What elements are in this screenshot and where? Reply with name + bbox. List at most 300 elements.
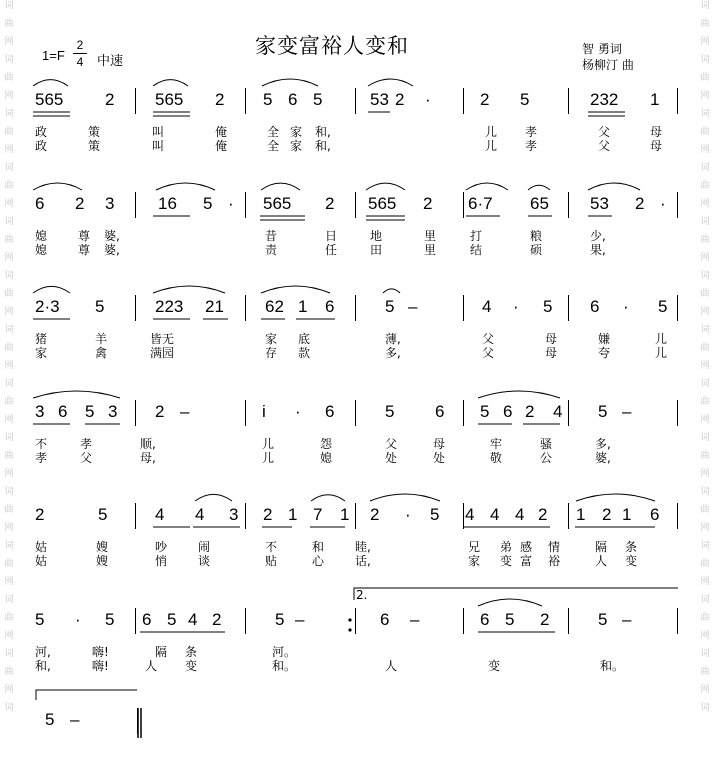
watermark-char: 词 [700, 703, 710, 713]
lyric-verse-1: 尊 [78, 229, 91, 243]
composer-credit: 杨柳汀 曲 [582, 58, 634, 72]
lyric-verse-2: 和。 [600, 659, 625, 673]
lyric-verse-2: 儿 [485, 139, 498, 153]
lyric-verse-1: 父 [598, 125, 611, 139]
lyric-verse-1: 不 [35, 437, 48, 451]
watermark-char: 网 [4, 631, 14, 641]
lyric-verse-1: 顺, [140, 437, 156, 451]
slur [478, 391, 560, 398]
note: 1 [288, 505, 298, 524]
note: 6 [35, 194, 45, 213]
note: 5 [505, 610, 515, 629]
lyric-verse-1: 少, [590, 229, 606, 243]
note: – [410, 610, 420, 629]
lyric-verse-1: 兄 [468, 540, 481, 554]
watermark-char: 曲 [700, 451, 710, 461]
lyric-verse-1: 儿 [262, 437, 275, 451]
lyric-verse-1: 策 [88, 125, 101, 139]
slur [528, 185, 550, 190]
lyric-verse-1: 父 [482, 332, 495, 346]
bar-line [245, 192, 246, 218]
lyric-verse-2: 嫂 [96, 554, 109, 568]
lyric-verse-2: 硕 [530, 243, 543, 257]
note: i [262, 402, 266, 421]
note: 5 [95, 297, 105, 316]
slur [195, 494, 232, 501]
lyric-verse-2: 人 [385, 659, 398, 673]
note: · [75, 610, 81, 629]
note: · [623, 297, 629, 316]
bar-line [135, 503, 136, 529]
lyric-verse-2: 处 [385, 451, 398, 465]
lyric-verse-1: 俺 [215, 125, 228, 139]
lyric-verse-1: 嗨! [92, 645, 109, 659]
watermark-char: 网 [4, 145, 14, 155]
note: 5 [313, 90, 323, 109]
note: 5 [263, 90, 273, 109]
note: 6 [480, 610, 490, 629]
lyric-verse-2: 禽 [95, 346, 108, 360]
watermark-char: 词 [4, 271, 14, 281]
watermark-char: 网 [700, 523, 710, 533]
lyric-verse-2: 嗨! [92, 659, 109, 673]
note: 5 [45, 710, 55, 729]
note: 5 [85, 402, 95, 421]
lyric-verse-2: 婆, [104, 243, 120, 257]
lyric-verse-1: 薄, [385, 332, 401, 346]
lyric-verse-2: 处 [433, 451, 446, 465]
lyric-verse-2: 变 [488, 659, 501, 673]
lyric-verse-2: 夸 [598, 346, 611, 360]
lyric-verse-2: 母 [545, 346, 558, 360]
watermark-char: 网 [700, 469, 710, 479]
lyric-verse-2: 富 [520, 554, 533, 568]
bar-line [677, 192, 678, 218]
note: 5 [658, 297, 668, 316]
lyric-verse-1: 和, [315, 125, 331, 139]
note: 565 [368, 194, 397, 213]
watermark-char: 网 [4, 253, 14, 263]
watermark-char: 词 [700, 1, 710, 11]
note: 2 [325, 194, 335, 213]
slur [311, 495, 345, 501]
note: 2 [525, 402, 535, 421]
note: 4 [515, 505, 525, 524]
bar-line [463, 295, 464, 321]
lyric-verse-2: 心 [312, 554, 325, 568]
slur [368, 79, 413, 86]
note: 4 [155, 505, 165, 524]
lyric-verse-1: 感 [520, 540, 533, 554]
lyric-verse-2: 贴 [265, 554, 278, 568]
watermark-char: 词 [4, 163, 14, 173]
note: 2 [540, 610, 550, 629]
lyric-verse-2: 婆, [595, 451, 611, 465]
note: – [70, 710, 80, 729]
time-numerator: 2 [76, 38, 84, 52]
lyric-verse-2: 谈 [198, 554, 211, 568]
lyric-verse-2: 敬 [490, 451, 503, 465]
note: 2 [635, 194, 645, 213]
lyric-verse-2: 儿 [262, 451, 275, 465]
lyric-verse-1: 底 [298, 332, 311, 346]
watermark-char: 词 [4, 433, 14, 443]
watermark-char: 曲 [700, 397, 710, 407]
lyric-verse-2: 全 [267, 139, 280, 153]
bar-line [355, 88, 356, 114]
watermark-char: 网 [4, 361, 14, 371]
watermark-char: 词 [700, 433, 710, 443]
note: 2 [155, 402, 165, 421]
bar-line [677, 503, 678, 529]
lyric-verse-1: 全 [267, 125, 280, 139]
bar-line [137, 708, 138, 734]
lyric-verse-1: 多, [595, 437, 611, 451]
bar-line [463, 608, 464, 634]
note: 5 [430, 505, 440, 524]
lyric-verse-1: 叫 [152, 125, 165, 139]
note: · [660, 194, 666, 213]
bar-line [677, 608, 678, 634]
watermark-char: 网 [700, 145, 710, 155]
watermark-char: 曲 [700, 19, 710, 29]
lyric-verse-1: 猪 [35, 332, 48, 346]
slur [466, 183, 508, 190]
note: 565 [35, 90, 64, 109]
bar-line [245, 608, 246, 634]
lyric-verse-1: 皆无 [150, 332, 175, 346]
note: 6 [288, 90, 298, 109]
watermark-char: 曲 [4, 397, 14, 407]
lyric-verse-2: 家 [290, 139, 303, 153]
bar-line [677, 88, 678, 114]
watermark-char: 曲 [700, 73, 710, 83]
note: 5 [35, 610, 45, 629]
bar-line [245, 503, 246, 529]
lyric-verse-1: 媳 [35, 229, 48, 243]
watermark-char: 网 [4, 307, 14, 317]
watermark-char: 词 [4, 379, 14, 389]
bar-line [245, 88, 246, 114]
lyric-verse-1: 孝 [525, 125, 538, 139]
lyric-verse-1: 不 [265, 540, 278, 554]
watermark-char: 网 [700, 415, 710, 425]
note: 5 [203, 194, 213, 213]
bar-line [463, 192, 464, 218]
lyric-verse-1: 儿 [655, 332, 668, 346]
slur [366, 183, 405, 190]
lyric-verse-1: 条 [625, 540, 638, 554]
note: · [425, 90, 431, 109]
lyric-verse-2: 孝 [35, 451, 48, 465]
watermark-char: 词 [700, 649, 710, 659]
watermark-char: 词 [4, 217, 14, 227]
note: 2 [263, 505, 273, 524]
lyric-verse-1: 嫂 [96, 540, 109, 554]
note: 2 [538, 505, 548, 524]
note: – [408, 297, 418, 316]
note: · [405, 505, 411, 524]
watermark-char: 网 [700, 253, 710, 263]
lyric-verse-2: 和, [315, 139, 331, 153]
note: 5 [105, 610, 115, 629]
volta-bracket [354, 588, 678, 600]
bar-line [568, 503, 569, 529]
lyric-verse-2: 家 [468, 554, 481, 568]
bar-line [355, 608, 356, 634]
watermark-char: 词 [4, 541, 14, 551]
note: 565 [155, 90, 184, 109]
watermark-char: 网 [4, 469, 14, 479]
lyric-verse-2: 责 [265, 243, 278, 257]
note: 6 [650, 505, 660, 524]
note: 1 [650, 90, 660, 109]
lyric-verse-1: 母 [433, 437, 446, 451]
slur [153, 80, 188, 86]
lyric-verse-2: 姑 [35, 554, 48, 568]
note: 5 [598, 610, 608, 629]
lyric-verse-2: 里 [424, 243, 437, 257]
note: 565 [263, 194, 292, 213]
note: – [180, 402, 190, 421]
note: 65 [530, 194, 549, 213]
bar-line [355, 192, 356, 218]
slur [156, 183, 215, 190]
bar-line [568, 295, 569, 321]
lyric-verse-1: 吵 [155, 540, 168, 554]
time-denominator: 4 [76, 55, 84, 69]
lyric-verse-1: 父 [385, 437, 398, 451]
ending-bracket [36, 690, 137, 700]
watermark-char: 曲 [4, 181, 14, 191]
watermark-char: 网 [700, 91, 710, 101]
note: 3 [35, 402, 45, 421]
watermark-char: 曲 [4, 505, 14, 515]
note: 2 [395, 90, 405, 109]
lyric-verse-2: 悄 [155, 554, 168, 568]
bar-line [677, 400, 678, 426]
bar-line [135, 295, 136, 321]
watermark-char: 网 [4, 199, 14, 209]
watermark-char: 词 [700, 487, 710, 497]
watermark-char: 网 [700, 685, 710, 695]
note: 6 [325, 297, 335, 316]
lyric-verse-2: 满园 [150, 346, 175, 360]
lyric-verse-2: 裕 [548, 554, 561, 568]
lyric-verse-2: 田 [370, 243, 383, 257]
lyric-verse-1: 嫌 [598, 332, 611, 346]
volta-label: 2. [356, 588, 368, 602]
note: 5 [385, 297, 395, 316]
slur [262, 79, 318, 86]
lyric-verse-1: 河。 [272, 645, 297, 659]
lyric-verse-1: 条 [185, 645, 198, 659]
note: 223 [155, 297, 184, 316]
watermark-char: 词 [700, 109, 710, 119]
watermark-char: 曲 [4, 19, 14, 29]
note: 5 [520, 90, 530, 109]
repeat-dot [348, 628, 351, 631]
watermark-char: 曲 [4, 127, 14, 137]
lyric-verse-2: 存 [265, 346, 278, 360]
lyric-verse-2: 结 [470, 243, 483, 257]
lyric-verse-2: 儿 [655, 346, 668, 360]
watermark-char: 曲 [4, 451, 14, 461]
bar-line [568, 192, 569, 218]
bar-line [245, 400, 246, 426]
lyric-verse-2: 变 [625, 554, 638, 568]
lyric-verse-1: 粮 [530, 229, 543, 243]
lyric-verse-1: 母 [545, 332, 558, 346]
lyric-verse-2: 媳 [35, 243, 48, 257]
watermark-char: 词 [700, 325, 710, 335]
note: 2 [35, 505, 45, 524]
lyric-verse-2: 果, [590, 243, 606, 257]
watermark-char: 网 [4, 415, 14, 425]
watermark-char: 网 [4, 37, 14, 47]
slur [33, 391, 120, 398]
note: 1 [340, 505, 350, 524]
watermark-char: 词 [700, 217, 710, 227]
note: 232 [590, 90, 619, 109]
lyric-verse-2: 人 [595, 554, 608, 568]
bar-line [135, 192, 136, 218]
watermark-char: 网 [4, 91, 14, 101]
lyric-verse-1: 闹 [198, 540, 211, 554]
watermark-char: 曲 [700, 343, 710, 353]
note: 16 [158, 194, 177, 213]
note: · [513, 297, 519, 316]
lyric-verse-1: 弟 [500, 540, 513, 554]
watermark-char: 词 [4, 1, 14, 11]
note: 5 [167, 610, 177, 629]
watermark-char: 词 [700, 595, 710, 605]
watermark-char: 词 [700, 55, 710, 65]
lyric-verse-1: 地 [370, 229, 383, 243]
note: · [295, 402, 301, 421]
lyric-verse-2: 母, [140, 451, 156, 465]
slur [33, 183, 82, 190]
slur [33, 80, 68, 86]
watermark-char: 网 [700, 199, 710, 209]
lyric-verse-2: 母 [650, 139, 663, 153]
bar-line [568, 88, 569, 114]
note: 2 [215, 90, 225, 109]
bar-line [135, 88, 136, 114]
bar-line [568, 400, 569, 426]
watermark-char: 曲 [4, 289, 14, 299]
repeat-dot [348, 618, 351, 621]
lyric-verse-1: 政 [35, 125, 48, 139]
note: 62 [265, 297, 284, 316]
watermark-char: 词 [4, 649, 14, 659]
note: 53 [590, 194, 609, 213]
watermark-char: 曲 [4, 667, 14, 677]
lyric-verse-1: 婆, [104, 229, 120, 243]
note: 5 [385, 402, 395, 421]
lyric-verse-2: 变 [500, 554, 513, 568]
watermark-char: 曲 [700, 667, 710, 677]
bar-line [135, 400, 136, 426]
bar-line [355, 400, 356, 426]
lyric-verse-2: 媳 [320, 451, 333, 465]
lyric-verse-1: 母 [650, 125, 663, 139]
lyric-verse-2: 和。 [272, 659, 297, 673]
watermark-char: 网 [4, 577, 14, 587]
watermark-char: 词 [700, 379, 710, 389]
watermark-char: 曲 [700, 613, 710, 623]
note: 2 [212, 610, 222, 629]
lyric-verse-1: 儿 [485, 125, 498, 139]
note: 6 [590, 297, 600, 316]
lyric-verse-2: 父 [598, 139, 611, 153]
lyric-verse-1: 里 [424, 229, 437, 243]
watermark-char: 曲 [700, 559, 710, 569]
note: – [295, 610, 305, 629]
watermark-char: 曲 [4, 343, 14, 353]
watermark-char: 网 [700, 307, 710, 317]
note: 6 [58, 402, 68, 421]
note: 7 [313, 505, 323, 524]
key-signature: 1=F [42, 48, 65, 63]
note: 6·7 [468, 194, 493, 213]
watermark-char: 词 [4, 325, 14, 335]
bar-line [355, 295, 356, 321]
note: – [622, 402, 632, 421]
note: 3 [229, 505, 239, 524]
lyric-verse-1: 昔 [265, 229, 278, 243]
bar-line [245, 295, 246, 321]
note: 21 [205, 297, 224, 316]
lyric-verse-2: 变 [185, 659, 198, 673]
watermark-char: 词 [4, 703, 14, 713]
bar-line [463, 88, 464, 114]
watermark-char: 词 [4, 55, 14, 65]
note: 2 [602, 505, 612, 524]
lyric-verse-1: 隔 [595, 540, 608, 554]
watermark-char: 网 [4, 685, 14, 695]
note: 2·3 [35, 297, 60, 316]
lyric-verse-2: 策 [88, 139, 101, 153]
watermark-char: 曲 [700, 289, 710, 299]
slur [33, 286, 70, 293]
note: · [228, 194, 234, 213]
lyric-verse-1: 隔 [155, 645, 168, 659]
lyric-verse-2: 和, [35, 659, 51, 673]
lyric-verse-2: 人 [145, 659, 158, 673]
note: 5 [98, 505, 108, 524]
note: 1 [622, 505, 632, 524]
lyric-verse-2: 父 [80, 451, 93, 465]
slur [153, 286, 225, 293]
note: 6 [380, 610, 390, 629]
bar-line [135, 608, 136, 634]
lyric-verse-1: 羊 [95, 332, 108, 346]
watermark-char: 曲 [700, 127, 710, 137]
lyric-verse-2: 叫 [152, 139, 165, 153]
lyric-verse-1: 姑 [35, 540, 48, 554]
bar-line [355, 503, 356, 529]
final-barline [138, 708, 141, 738]
note: 3 [108, 402, 118, 421]
note: 53 [370, 90, 389, 109]
lyric-verse-1: 和 [312, 540, 325, 554]
lyric-verse-2: 话, [355, 554, 371, 568]
note: 4 [553, 402, 563, 421]
watermark-char: 词 [4, 109, 14, 119]
tempo-marking: 中速 [97, 54, 124, 69]
lyric-verse-2: 孝 [525, 139, 538, 153]
